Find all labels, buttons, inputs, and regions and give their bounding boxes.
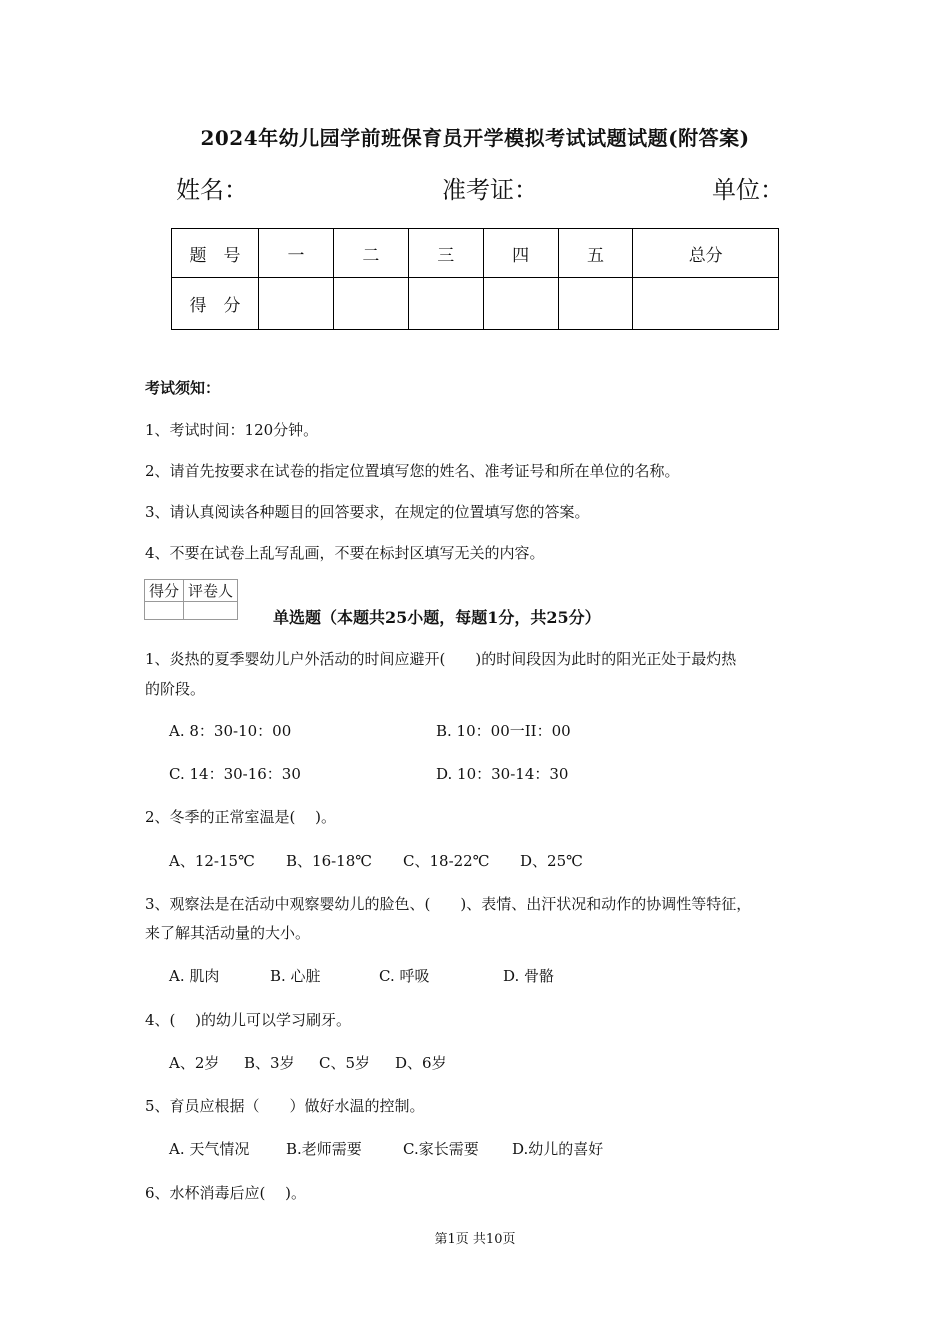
document-title: 2024年幼儿园学前班保育员开学模拟考试试题试题(附答案) xyxy=(200,126,750,150)
section-title: 单选题（本题共25小题，每题1分，共25分） xyxy=(273,608,601,627)
score-table-header-cell: 总分 xyxy=(633,229,779,278)
score-table-header-cell: 二 xyxy=(333,229,408,278)
score-table-header-cell: 一 xyxy=(259,229,334,278)
notice-item: 1、考试时间：120分钟。 xyxy=(145,421,319,439)
score-table xyxy=(171,228,779,330)
question-3-option-d: D. 骨骼 xyxy=(503,967,555,985)
score-cell[interactable] xyxy=(408,278,483,330)
grader-box-grader-label: 评卷人 xyxy=(184,580,238,602)
question-4-text: 4、( )的幼儿可以学习刷牙。 xyxy=(145,1011,352,1029)
name-field-label: 姓名： xyxy=(176,176,248,204)
question-2-option-c: C、18-22℃ xyxy=(403,852,490,870)
score-cell[interactable] xyxy=(333,278,408,330)
question-3-option-b: B. 心脏 xyxy=(270,967,321,985)
question-1-line-1: 1、炎热的夏季婴幼儿户外活动的时间应避开( )的时间段因为此时的阳光正处于最灼热 xyxy=(145,650,737,668)
notice-item: 3、请认真阅读各种题目的回答要求，在规定的位置填写您的答案。 xyxy=(145,503,590,521)
question-3-line-2: 来了解其活动量的大小。 xyxy=(145,924,311,942)
grader-box-score-label: 得分 xyxy=(145,580,184,602)
notice-heading: 考试须知： xyxy=(145,379,221,397)
exam-number-field-label: 准考证： xyxy=(442,176,538,204)
grader-box-score-cell[interactable] xyxy=(145,602,184,620)
question-2-option-a: A、12-15℃ xyxy=(169,852,255,870)
score-table-header-cell: 四 xyxy=(483,229,558,278)
unit-field-label: 单位： xyxy=(712,176,784,204)
question-1-option-a: A. 8：30-10：00 xyxy=(169,722,292,740)
question-3-line-1: 3、观察法是在活动中观察婴幼儿的脸色、( )、表情、出汗状况和动作的协调性等特征， xyxy=(145,895,752,913)
question-6-text: 6、水杯消毒后应( )。 xyxy=(145,1184,307,1202)
question-1-option-d: D. 10：30-14：30 xyxy=(436,765,569,783)
question-5-option-c: C.家长需要 xyxy=(403,1140,479,1158)
question-3-option-a: A. 肌肉 xyxy=(169,967,220,985)
grader-box-grader-cell[interactable] xyxy=(184,602,238,620)
notice-item: 2、请首先按要求在试卷的指定位置填写您的姓名、准考证号和所在单位的名称。 xyxy=(145,462,680,480)
question-5-text: 5、育员应根据（ ）做好水温的控制。 xyxy=(145,1097,425,1115)
score-cell[interactable] xyxy=(259,278,334,330)
question-5-option-d: D.幼儿的喜好 xyxy=(512,1140,604,1158)
score-cell[interactable] xyxy=(483,278,558,330)
question-4-option-b: B、3岁 xyxy=(244,1054,295,1072)
page-footer: 第1页 共10页 xyxy=(434,1232,516,1247)
notice-item: 4、不要在试卷上乱写乱画，不要在标封区填写无关的内容。 xyxy=(145,544,545,562)
question-4-option-a: A、2岁 xyxy=(169,1054,220,1072)
score-row-label: 得 分 xyxy=(172,278,259,330)
score-table-header-cell: 五 xyxy=(558,229,633,278)
question-3-option-c: C. 呼吸 xyxy=(379,967,430,985)
question-2-option-d: D、25℃ xyxy=(520,852,583,870)
score-table-score-row xyxy=(172,278,779,330)
question-1-line-2: 的阶段。 xyxy=(145,680,206,698)
question-1-option-b: B. 10：00一II：00 xyxy=(436,722,571,740)
question-5-option-a: A. 天气情况 xyxy=(169,1140,250,1158)
question-4-option-c: C、5岁 xyxy=(319,1054,371,1072)
question-1-option-c: C. 14：30-16：30 xyxy=(169,765,301,783)
question-2-text: 2、冬季的正常室温是( )。 xyxy=(145,808,337,826)
score-cell[interactable] xyxy=(633,278,779,330)
grader-box xyxy=(144,579,238,620)
question-5-option-b: B.老师需要 xyxy=(286,1140,362,1158)
question-2-option-b: B、16-18℃ xyxy=(286,852,373,870)
score-table-header-cell: 题 号 xyxy=(172,229,259,278)
question-4-option-d: D、6岁 xyxy=(395,1054,447,1072)
score-cell[interactable] xyxy=(558,278,633,330)
score-table-header-cell: 三 xyxy=(408,229,483,278)
score-table-header-row xyxy=(172,229,779,278)
